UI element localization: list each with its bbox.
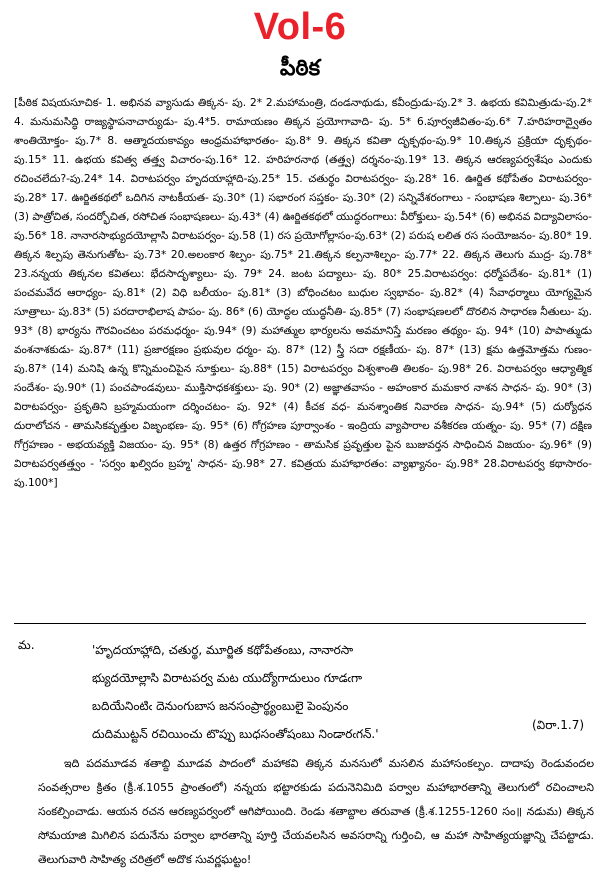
verse-reference: (విరా.1.7) <box>532 718 585 732</box>
section-heading: పీఠిక <box>279 56 321 81</box>
volume-title: Vol-6 <box>253 6 347 48</box>
table-of-contents: [పీఠిక విషయసూచిక- 1. అభినవ వ్యాసుడు తిక్కన- పు. 2* 2.మహామంత్రి, దండనాథుడు, కవీంద్రుడు-పు.2* 3. ఉభయ కవిమిత్రుడు-పు.2* 4. మనుమసిద్ధి రాజ్యస్థాపనాచార్యుడు- పు.4*5. రామాయణం తిక్కన ప్రయోగావాది- పు. 5* 6.పూర్వజీవితం-పు.6* 7.హరిహరాద్వైతం శాంతియోక్తం- పు.7* 8. ఆత్మాదయకావ్యం ఆంధ్రమహాభారతం- పు.8* 9. తిక్కన కవితా దృక్పథం-పు.9* 10.తిక్కన ప్రక్రియా దృక్పథం- పు.15* 11. ఉభయ కవిత్వ తత్త్వ విచారం-పు.16* 12. హరిహరనాథ (తత్త్వ) దర్శనం-పు.19* 13. తిక్కన ఆరణ్యపర్వశేషం ఎందుకు రచించలేదు?-పు.24* 14. విరాటపర్వం హృదయాహ్లాది-పు.25* 15. చతుర్థం విరాటపర్వం- పు.28* 16. ఊర్జిత కథోపేతం విరాటపర్వం- పు.28* 17. ఊర్జితకథలో ఒదిగిన నాటకీయత- పు.30* (1) సభారంగ సప్తకం- పు.30* (2) సన్నివేశరంగాలు - సంభాషణ శిల్పాలు- పు.36* (3) పాత్రోచిత, సందర్భోచిత, రసోచిత సంభాషణలు- పు.43* (4) ఊర్జితకథలో యుద్ధరంగాలు: వీరోక్తులు- పు.54* (6) అభినవ విద్యావిలాసం-పు.56* 18. నానారసాభ్యుదయోల్లాసి విరాటపర్వం- పు.58 (1) రస ప్రయోగోల్లాసం-పు.63* (2) పరుష లలిత రస సంయోజనం- పు.80* 19. తిక్కన శిల్పపు తెనుగుతోట- పు.73* 20.అలంకార శిల్పం- పు.75* 21.తిక్కన కల్పనాశిల్పం- పు.77* 22. తిక్కన తెలుగు ముద్ర- పు.78* 23.నన్నయ తిక్కనల కవితలు: భేదసాదృశ్యాలు- పు. 79* 24. జంట పద్యాలు- పు. 80* 25.విరాటపర్వం: ధర్మోపదేశం- పు.81* (1) పంచమవేద ఆరాధ్యం- పు.81* (2) విధి బలీయం- పు.81* (3) బోధించటం బుధుల స్వభావం- పు.82* (4) సేవాధర్మాలు యోగ్యమైన సూత్రాలు- పు.83* (5) పరదారాభిలాష పాపం- పు. 86* (6) యోద్ధల యుద్ధనీతి- పు.85* (7) సంభాషణలలో దొరలిన సాధారణ నీతులు- పు. 93* (8) భార్యను గౌరవించటం పరమధర్మం- పు.94* (9) మహాత్ముల భార్యలను అవమానిస్తే మరణం తథ్యం- పు. 94* (10) పాపాత్ముడు వంశనాశకుడు- పు.87* (11) ప్రజారక్షణం ప్రభువుల ధర్మం- పు. 87* (12) స్త్రీ సదా రక్షణీయ- పు. 87* (13) క్షమ ఉత్తమోత్తమ గుణం- పు.87* (14) మనిషి ఉన్న కొన్నిమంచిపైన సూక్తులు- పు.88* (15) విరాటపర్వం విశ్వశాంతి తిలకం- పు.98* 26. విరాటపర్వం ఆధ్యాత్మిక సందేశం- పు.90* (1) పంచపాండవులు- ముక్తిసాధకశక్తులు- పు. 90* (2) అజ్ఞాతవాసం - అహంకార మమకార నాశన సాధన- పు. 90* (3) విరాటపర్వం- ప్రకృతిని బ్రహ్మమయంగా దర్శించటం- పు. 92* (4) కీచక వధ- మనశ్శాంతిక నివారణ సాధన- పు.94* (5) దుర్యోధన దురాలోచన - తామసికవృత్తుల విజృంభణ- పు. 95* (6) గోగ్రహణ పూర్వాంశం - ఇంద్రియ వ్యాపారాల వశీకరణ యత్నం- పు. 95* (7) దక్షిణ గోగ్రహణం - అభయవ్యక్తి విజయం- పు. 95* (8) ఉత్తర గోగ్రహణం - తామసిక ప్రవృత్తుల పైన బుజువర్తన సాధించిన విజయం- పు.96* (9) విరాటపర్వతత్త్వం - 'సర్వం ఖల్విదం బ్రహ్మ' సాధన- పు.98* 27. కవిత్రయ మహాభారతం: వ్యాఖ్యానం- పు.98* 28.విరాటపర్వ కథాసారం- పు.100*] <box>14 97 592 489</box>
intro-paragraph: ఇది పదమూడవ శతాబ్ది మూడవ పాదంలో మహాకవి తిక్కన మనసులో మసలిన మహాసంకల్పం. దాదాపు రెండువందల సంవత్సరాల క్రితం (క్రీ.శ.1055 ప్రాంతంలో) నన్నయ భట్టారకుడు పదునెనిమిది పర్వాల మహాభారతాన్ని తెలుగులో రచించాలని సంకల్పించాడు. ఆయన రచన ఆరణ్యపర్వంలో ఆగిపోయింది. రెండు శతాబ్దాల తరువాత (క్రీ.శ.1255-1260 సం॥ నడుమ) తిక్కన సోమయాజి మిగిలిన పదునేను పర్వాల భారతాన్ని పూర్తి చేయవలసిన అవసరాన్ని గుర్తించి, ఆ మహా సాహిత్యయజ్ఞాన్ని చేపట్టాడు. తెలుగువారి సాహిత్య చరిత్రలో అదొక సువర్ణఘట్టం! <box>38 757 594 866</box>
verse-block <box>92 636 512 748</box>
verse-line: 'హృదయాహ్లాది, చతుర్థ, మూర్జిత కథోపేతంబు, నానారసా <box>92 643 354 657</box>
verse-line: బదియేనింటిఁ దెనుంగుబాస జనసంప్రార్థ్యంబులై పెంపునం <box>92 699 349 713</box>
verse-line: భ్యుదయోల్లాసి విరాటపర్వ మట యుద్యోగాదులుం గూడఁగా <box>92 671 363 685</box>
divider <box>14 623 586 624</box>
meter-label: మ. <box>18 638 35 652</box>
verse-line: దుదిముట్టన్ రచియించు టొప్పు బుధసంతోషంబు నిండారఁగన్.' <box>92 727 379 741</box>
